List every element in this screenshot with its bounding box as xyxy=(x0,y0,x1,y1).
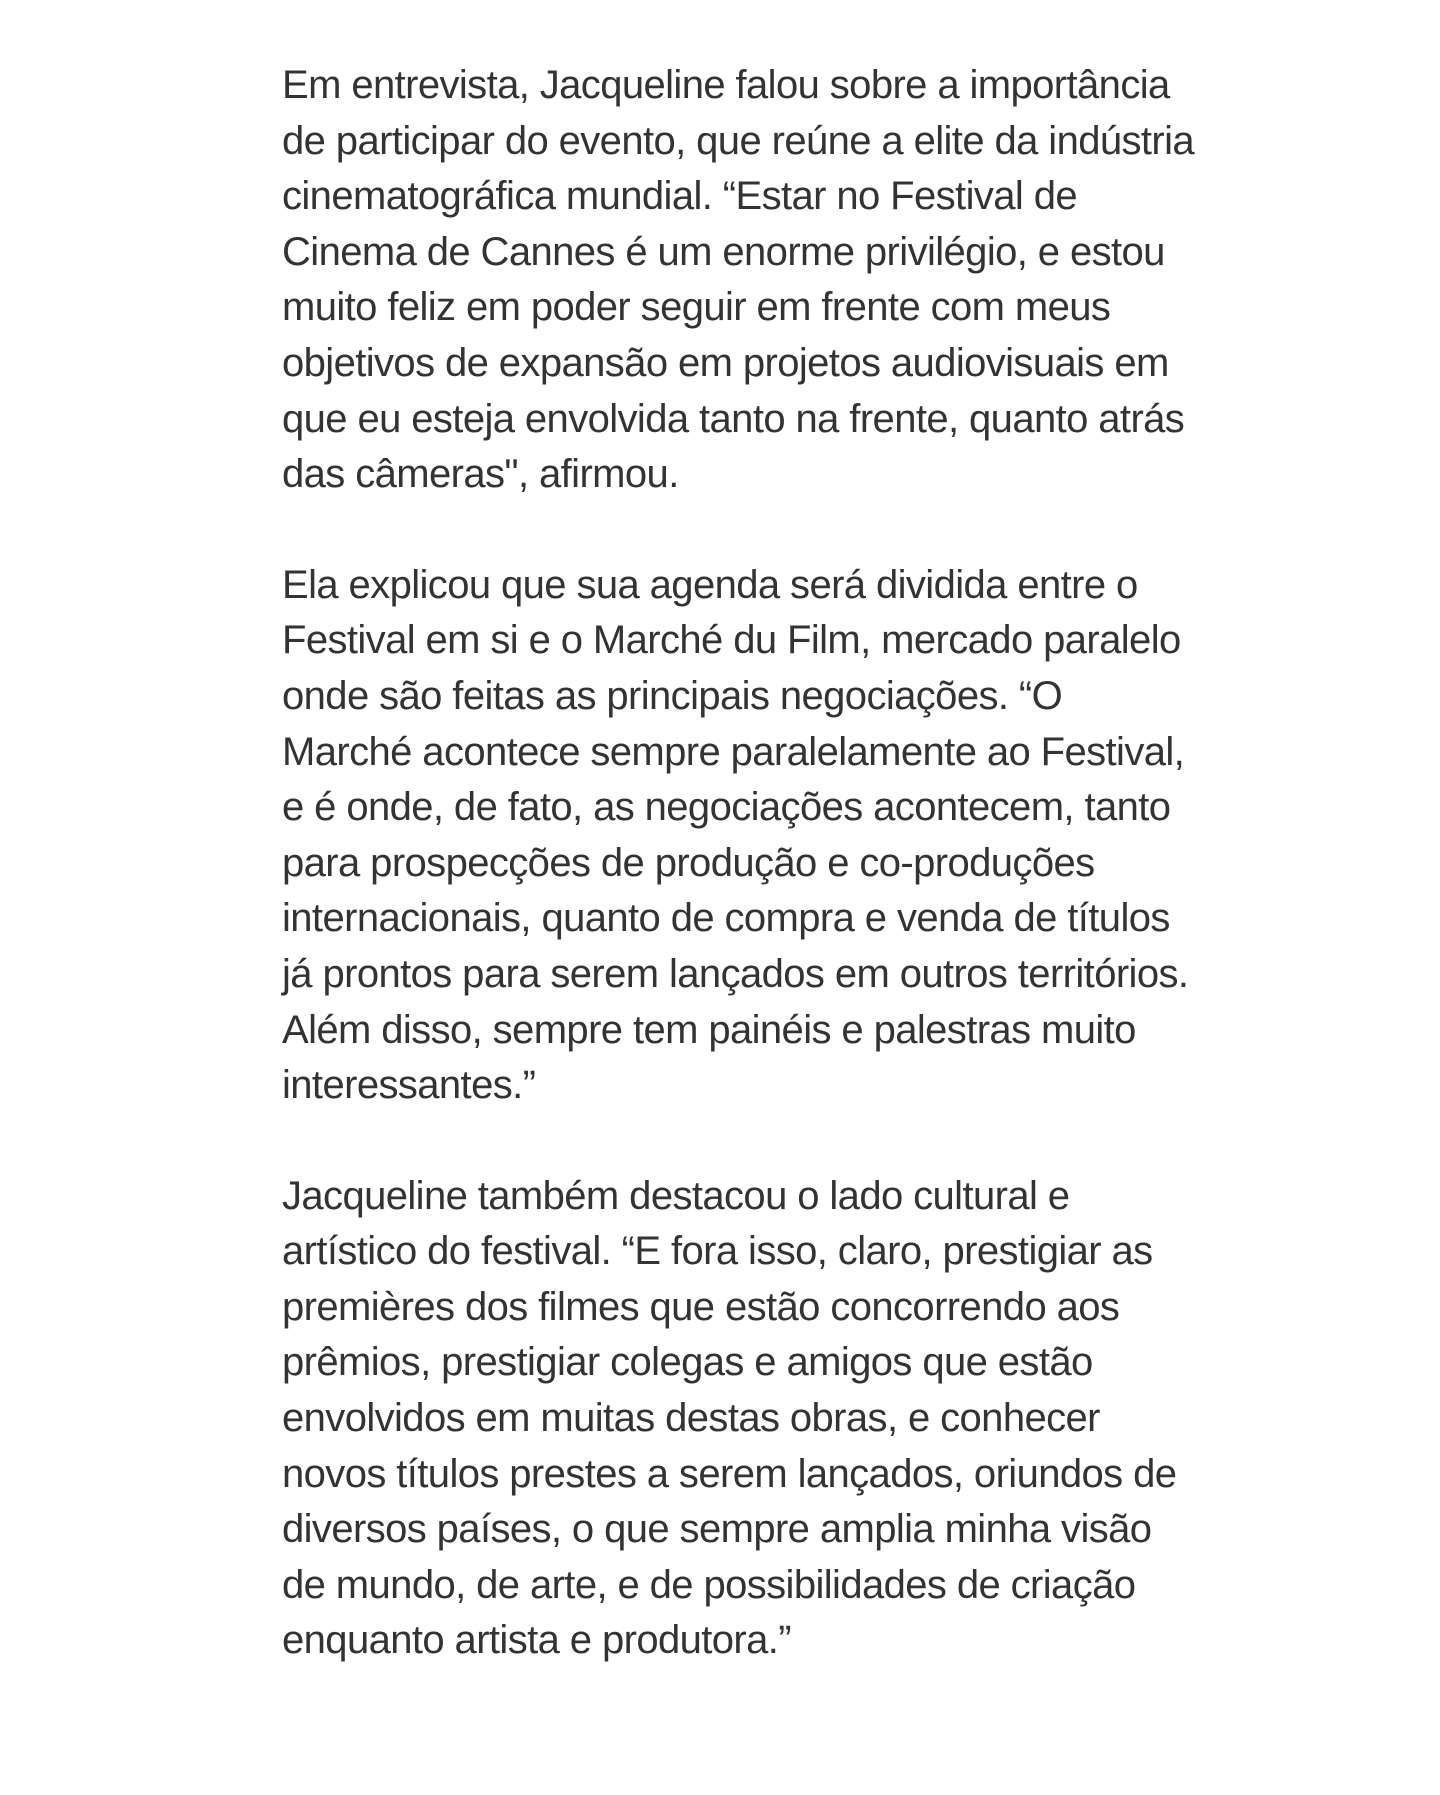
article-paragraph-1: Em entrevista, Jacqueline falou sobre a importância de participar do evento, que reúne a elite da indústria cinematográfica mundial. “Estar no Festival de Cinema de Cannes é um enorme privilégio, e estou muito feliz em poder seguir em frente com meus objetivos de expansão em projetos audiovisuais em que eu esteja envolvida tanto na frente, quanto atrás das câmeras", afirmou. xyxy=(282,63,1195,497)
article-paragraph-2: Ela explicou que sua agenda será dividida entre o Festival em si e o Marché du Film, mercado paralelo onde são feitas as principais negociações. “O Marché acontece sempre paralelamente ao Festival, e é onde, de fato, as negociações acontecem, tanto para prospecções de produção e co-produções internacionais, quanto de compra e venda de títulos já prontos para serem lançados em outros territórios. Além disso, sempre tem painéis e palestras muito interessantes.” xyxy=(282,562,1189,1108)
article-body xyxy=(282,58,1202,1669)
article-paragraph-3: Jacqueline também destacou o lado cultural e artístico do festival. “E fora isso, claro, prestigiar as premières dos filmes que estão concorrendo aos prêmios, prestigiar colegas e amigos que estão envolvidos em muitas destas obras, e conhecer novos títulos prestes a serem lançados, oriundos de diversos países, o que sempre amplia minha visão de mundo, de arte, e de possibilidades de criação enquanto artista e produtora.” xyxy=(282,1173,1177,1663)
